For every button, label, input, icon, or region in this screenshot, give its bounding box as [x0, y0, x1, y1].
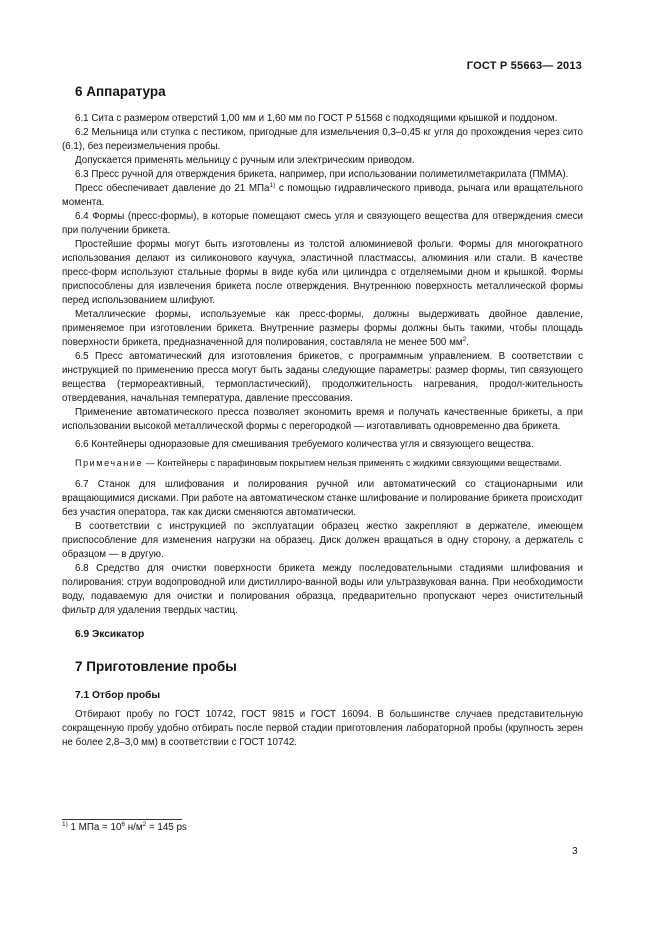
metal-forms-end: . [466, 337, 469, 348]
subsection-7-1-heading: 7.1 Отбор пробы [75, 690, 161, 701]
footnote-reference: 1) [269, 182, 276, 189]
document-code-header: ГОСТ Р 55663— 2013 [466, 60, 582, 72]
footnote-separator [62, 819, 182, 820]
paragraph-6-2: 6.2 Мельница или ступка с пестиком, пригодные для измельчения 0,3–0,45 кг угля до прохождения через сито (6.1), без переизмельчения пробы. [62, 127, 583, 152]
note-6-6 [62, 457, 583, 470]
footnote-text-b: н/м [125, 822, 143, 833]
paragraph-6-8: 6.8 Средство для очистки поверхности брикета между последовательными стадиями шлифования и полирования: струи водопроводной или дистиллиро-ванной воды или ультразвуковая ванна. При необходимости воду, подаваемую для очистки и полирования образца, предварительно пропускают через очистительный фильтр для удаления твердых частиц. [62, 563, 583, 616]
subsection-6-9-heading: 6.9 Эксикатор [75, 629, 145, 640]
paragraph-6-2-note: Допускается применять мельницу с ручным или электрическим приводом. [75, 155, 415, 166]
paragraph-6-4-metal-forms [62, 308, 583, 350]
footnote-exp-2: 2 [142, 821, 147, 828]
footnote [62, 822, 187, 833]
paragraph-6-7-instruction: В соответствии с инструкцией по эксплуатации образец жестко закрепляют в держателе, имеющем приспособление для изменения нагрузки на образец. Диск должен вращаться в одну сторону, а держатель с образцом — в другую. [62, 521, 583, 560]
pressure-text-b: с помощью гидравлического привода, рычага или вращательного момента. [62, 183, 583, 208]
paragraph-6-5: 6.5 Пресс автоматический для изготовления брикетов, с программным управлением. В соответствии с инструкцией по применению пресса могут быть заданы следующие параметры: размер формы, тип связующего вещества (термореактивный, термопластический), продолжительность нагревания, продол-жительность отвердевания, начальная температура, давление прессования. [62, 351, 583, 404]
paragraph-6-6: 6.6 Контейнеры одноразовые для смешивания требуемого количества угля и связующего вещества. [75, 439, 534, 450]
section-6-heading: 6 Аппаратура [75, 84, 166, 99]
paragraph-6-1: 6.1 Сита с размером отверстий 1,00 мм и 1,60 мм по ГОСТ Р 51568 с подходящими крышкой и поддоном. [75, 113, 558, 124]
footnote-text-c: = 145 ps [146, 822, 187, 833]
metal-forms-text: Металлические формы, используемые как пресс-формы, должны выдерживать двойное давление, применяемое при изготовлении брикета. Внутренние размеры формы должны быть такими, чтобы площадь поверхности брикета, предназначенной для полирования, составляла не менее 500 мм [62, 309, 583, 348]
footnote-mark: 1) [62, 821, 68, 828]
paragraph-6-7: 6.7 Станок для шлифования и полирования ручной или автоматический со стационарными или вращающимися дисками. При работе на автоматическом станке шлифование и полирование брикета происходит без участия оператора, так как диски сменяются автоматически. [62, 479, 583, 518]
square-exponent: 2 [462, 336, 467, 343]
page-number: 3 [572, 846, 578, 857]
paragraph-6-4: 6.4 Формы (пресс-формы), в которые помещают смесь угля и связующего вещества для отверждения смеси при получении брикета. [62, 211, 583, 236]
paragraph-6-5-usage: Применение автоматического пресса позволяет экономить время и получать качественные брикеты, а при использовании высокой металлической формы с перегородкой — изготавливать одновременно два брикета. [62, 407, 583, 432]
section-7-heading: 7 Приготовление пробы [75, 659, 237, 674]
note-text: — Контейнеры с парафиновым покрытием нельзя применять с жидкими связующими веществами. [143, 458, 562, 468]
footnote-exp-1: 6 [121, 821, 126, 828]
pressure-text-a: Пресс обеспечивает давление до 21 МПа [75, 183, 270, 194]
footnote-text-a: 1 МПа = 10 [67, 822, 122, 833]
page-content [62, 84, 583, 750]
paragraph-6-3: 6.3 Пресс ручной для отверждения брикета, например, при использовании полиметилметакрилата (ПММА). [75, 169, 569, 180]
paragraph-6-4-simple-forms: Простейшие формы могут быть изготовлены из толстой алюминиевой фольги. Формы для многократного использования делают из силиконового каучука, эластичной пластмассы, алюминия или стали. В качестве пресс-форм используют стальные формы в виде куба или цилиндра с отделяемыми дном и крышкой. Формы приспособлены для извлечения брикета после отверждения. Внутреннюю поверхность металлической формы перед использованием шлифуют. [62, 239, 583, 306]
note-label: Примечание [75, 458, 144, 468]
paragraph-7-1: Отбирают пробу по ГОСТ 10742, ГОСТ 9815 и ГОСТ 16094. В большинстве случаев представительную сокращенную пробу удобно отбирать после первой стадии приготовления лабораторной пробы (крупность зерен не более 2,8–3,0 мм) в соответствии с ГОСТ 10742. [62, 709, 583, 748]
paragraph-6-3-pressure [62, 182, 583, 210]
